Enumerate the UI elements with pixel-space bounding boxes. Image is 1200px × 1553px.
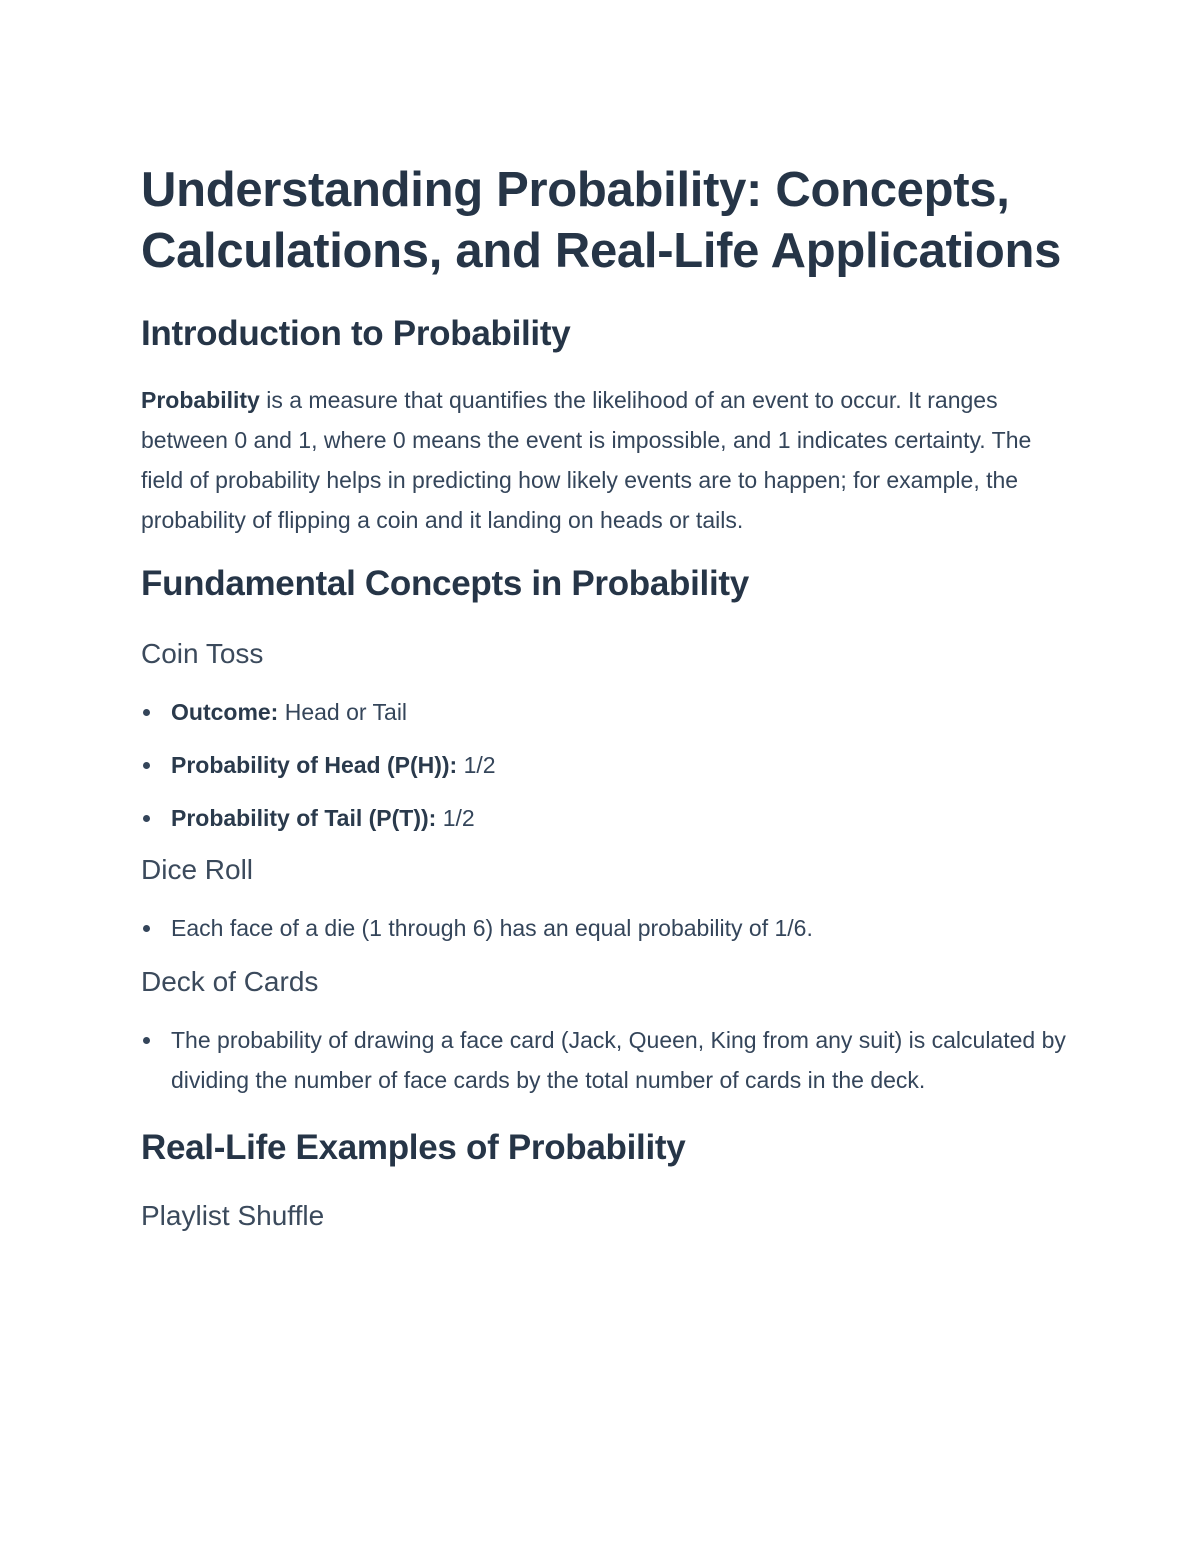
page-title: Understanding Probability: Concepts, Calculations, and Real-Life Applications: [141, 163, 1062, 278]
bullet-icon: [143, 762, 150, 769]
list-item: [141, 1020, 1066, 1100]
list-item: [141, 798, 1066, 838]
dice-roll-list: [141, 908, 1066, 948]
dice-roll-heading: Dice Roll: [141, 854, 254, 885]
playlist-shuffle-heading: Playlist Shuffle: [141, 1200, 325, 1231]
intro-paragraph: [141, 380, 1066, 540]
list-item-value: 1/2: [457, 752, 496, 778]
deck-of-cards-heading: Deck of Cards: [141, 966, 319, 997]
bullet-icon: [143, 1037, 150, 1044]
list-item-label: Probability of Tail (P(T)):: [171, 805, 437, 831]
fundamentals-heading: Fundamental Concepts in Probability: [141, 564, 749, 603]
list-item: [141, 908, 1066, 948]
intro-heading: Introduction to Probability: [141, 314, 571, 353]
bullet-icon: [143, 815, 150, 822]
coin-toss-list: [141, 692, 1066, 838]
list-item-value: Head or Tail: [278, 699, 408, 725]
coin-toss-heading: Coin Toss: [141, 638, 264, 669]
intro-text: is a measure that quantifies the likelihood of an event to occur. It ranges between 0 and 1, where 0 means the event is impossible, and 1 indicates certainty. The field of probability helps in predicting how likely events are to happen; for example, the probability of flipping a coin and it landing on heads or tails.: [141, 387, 1032, 533]
list-item-label: Outcome:: [171, 699, 279, 725]
bullet-icon: [143, 709, 150, 716]
deck-of-cards-list: [141, 1020, 1066, 1100]
list-item-text: The probability of drawing a face card (Jack, Queen, King from any suit) is calculated by dividing the number of face cards by the total number of cards in the deck.: [171, 1027, 1066, 1093]
list-item: [141, 745, 1066, 785]
real-life-heading: Real-Life Examples of Probability: [141, 1128, 686, 1167]
list-item-label: Probability of Head (P(H)):: [171, 752, 458, 778]
intro-term: Probability: [141, 387, 260, 413]
bullet-icon: [143, 925, 150, 932]
list-item: [141, 692, 1066, 732]
document-page: [141, 160, 1066, 1234]
list-item-value: 1/2: [436, 805, 475, 831]
list-item-text: Each face of a die (1 through 6) has an equal probability of 1/6.: [171, 915, 813, 941]
